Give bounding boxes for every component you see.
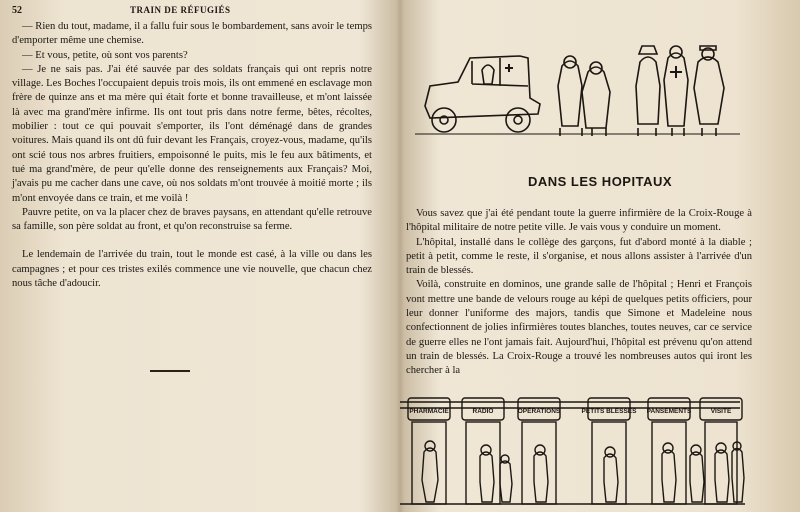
paragraph: Voilà, construite en dominos, une grande salle de l'hôpital ; Henri et François vont mettre une bande de velours rouge au képi de quelques petits officiers, pour leur donner l'uniforme des majors, tandis que Simone et Madeleine nous confectionnent de jolies infirmières toutes blanches, toutes neuves, car ce service de guerre elles ne l'ont jamais fait. Aujourd'hui, l'hôpital est prévenu qu'on attend un train de blessés. La Croix-Rouge a trouvé les nombreuses autos qui iront les chercher à la bbox=[406, 279, 752, 377]
right-page bbox=[400, 0, 800, 512]
right-body-text bbox=[406, 207, 752, 379]
hospital-doors-illustration bbox=[400, 392, 755, 510]
door-sign-label: PANSEMENTS bbox=[646, 408, 692, 415]
door-sign-label: VISITE bbox=[710, 408, 732, 415]
page-number: 52 bbox=[12, 5, 22, 16]
section-rule bbox=[150, 370, 190, 372]
paragraph: Le lendemain de l'arrivée du train, tout le monde est casé, à la ville ou dans les campagnes ; et pour ces tristes exilés commence une vie nouvelle, que chacun chez nous tâche d'adoucir. bbox=[12, 249, 372, 290]
paragraph: L'hôpital, installé dans le collège des garçons, fut d'abord monté à la diable ; petit à petit, comme le reste, il s'organise, et nous allons assister à l'arrivée d'un train de blessés. bbox=[406, 236, 752, 277]
door-sign-label: OPÉRATIONS bbox=[517, 408, 561, 415]
left-body-text bbox=[12, 20, 372, 291]
paragraph: — Je ne sais pas. J'ai été sauvée par des soldats français qui ont repris notre village. Les Boches l'occupaient depuis trois mois, ils ont emmené en esclavage mon frère de quinze ans et ma mère qui était forte et bonne travailleuse, et m'ont laissée là avec ma grand'mère infirme. Ils ont tout pris dans notre ferme, bêtes, récoltes, mobilier : tout ce qui pouvait s'emporter, ils l'ont déménagé dans de grandes voitures. Mais quand ils ont dû fuir devant les Français, croyez-vous, madame, qu'ils ont scié tous nos arbres fruitiers, empoisonné le puits, mis le feu aux bâtiments, et tué ma grand'mère, de peur qu'elle donne des renseignements aux Français? Moi, j'avais pu me cacher dans une cave, où nos soldats m'ont trouvée à moitié morte ; ils m'ont envoyée dans ce train, et me voilà ! bbox=[12, 63, 372, 204]
paragraph: — Rien du tout, madame, il a fallu fuir sous le bombardement, sans avoir le temps d'emporter même une chemise. bbox=[12, 21, 372, 47]
chapter-title: DANS LES HOPITAUX bbox=[527, 174, 673, 189]
door-sign-label: RADIO bbox=[472, 408, 494, 415]
paragraph: Pauvre petite, on va la placer chez de braves paysans, en attendant qu'elle retrouve sa famille, son père soldat au front, et qu'on reconstruise sa ferme. bbox=[12, 206, 372, 233]
door-sign-label: PETITS BLESSÉS bbox=[581, 408, 637, 415]
door-sign-label: PHARMACIE bbox=[409, 408, 449, 415]
paragraph: — Et vous, petite, où sont vos parents? bbox=[22, 49, 188, 61]
left-page bbox=[0, 0, 396, 512]
running-head: TRAIN DE RÉFUGIÉS bbox=[130, 5, 231, 15]
paragraph: Vous savez que j'ai été pendant toute la guerre infirmière de la Croix-Rouge à l'hôpital militaire de notre petite ville. Je vais vous y conduire un moment. bbox=[406, 208, 752, 234]
car-and-nurses-illustration bbox=[410, 28, 740, 148]
